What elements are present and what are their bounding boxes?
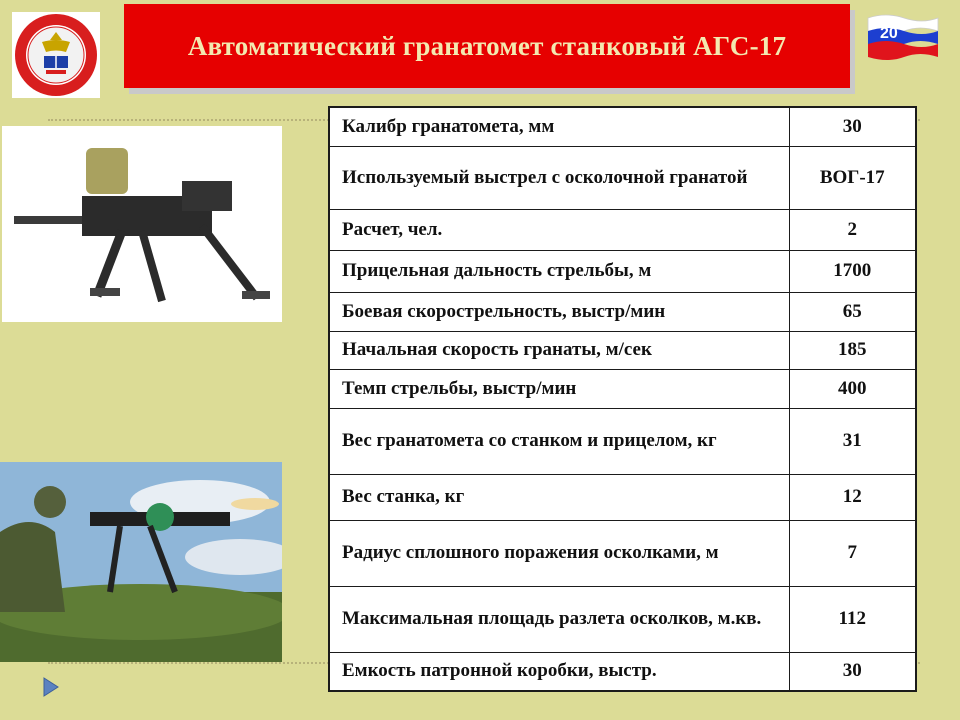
spec-name: Вес станка, кг [329,474,789,520]
spec-name: Калибр гранатомета, мм [329,107,789,146]
russian-flag-icon [866,12,940,62]
specifications-table [328,106,917,692]
table-row [329,520,916,586]
spec-value: 65 [789,292,916,331]
spec-name: Боевая скорострельность, выстр/мин [329,292,789,331]
military-emblem-icon [12,12,100,98]
table-row [329,408,916,474]
spec-value: 30 [789,652,916,691]
spec-value: 185 [789,331,916,369]
table-row [329,369,916,408]
spec-value: 30 [789,107,916,146]
spec-name: Начальная скорость гранаты, м/сек [329,331,789,369]
spec-name: Емкость патронной коробки, выстр. [329,652,789,691]
spec-value: 400 [789,369,916,408]
spec-name: Расчет, чел. [329,209,789,250]
table-row [329,652,916,691]
slide-number: 20 [880,25,898,42]
next-slide-arrow-icon[interactable] [42,677,60,697]
spec-value: 2 [789,209,916,250]
spec-value: 112 [789,586,916,652]
table-row [329,107,916,146]
spec-value: 31 [789,408,916,474]
soldier-firing-photo [0,462,282,662]
spec-value: 1700 [789,250,916,292]
spec-name: Темп стрельбы, выстр/мин [329,369,789,408]
spec-name: Вес гранатомета со станком и прицелом, кг [329,408,789,474]
table-row [329,474,916,520]
spec-name: Используемый выстрел с осколочной гранатой [329,146,789,209]
grenade-launcher-photo [2,126,282,322]
title-banner [124,4,850,88]
spec-value: ВОГ-17 [789,146,916,209]
spec-value: 7 [789,520,916,586]
spec-value: 12 [789,474,916,520]
table-row [329,586,916,652]
table-row [329,250,916,292]
table-row [329,331,916,369]
spec-name: Максимальная площадь разлета осколков, м.кв. [329,586,789,652]
page-title: Автоматический гранатомет станковый АГС-17 [187,30,787,61]
table-row [329,209,916,250]
spec-name: Прицельная дальность стрельбы, м [329,250,789,292]
spec-name: Радиус сплошного поражения осколками, м [329,520,789,586]
table-row [329,146,916,209]
table-row [329,292,916,331]
